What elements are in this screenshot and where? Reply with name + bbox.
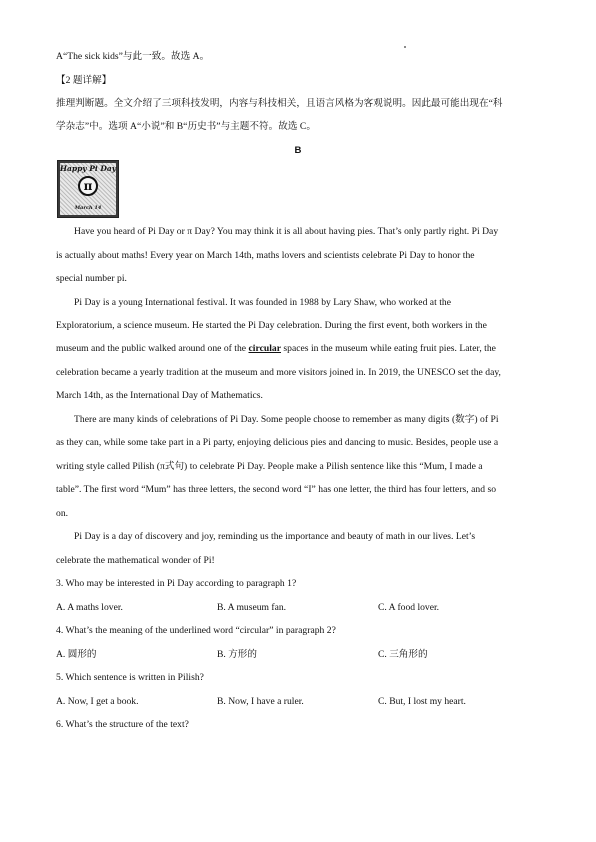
p3-line-4: table”. The first word “Mum” has three letters, the second word “I” has one letter, the third has four letters, and so (56, 484, 497, 495)
passage-label: B (294, 145, 302, 156)
p3-line-2: as they can, while some take part in a Pi party, enjoying delicious pies and dancing to music. Besides, people use a (56, 437, 499, 448)
p4-line-1: Pi Day is a day of discovery and joy, reminding us the importance and beauty of math in our lives. Let’s (74, 531, 476, 542)
badge-top-text: Happy Pi Day (59, 164, 117, 173)
explanation-line-2: 学杂志”中。选项 A“小说”和 B“历史书”与主题不符。故选 C。 (56, 121, 316, 132)
question-5-option-c: C. But, I lost my heart. (378, 696, 466, 707)
p1-line-2: is actually about maths! Every year on March 14th, maths lovers and scientists celebrate Pi Day to honor the (56, 250, 475, 261)
p3-line-3: writing style called Pilish (π式句) to celebrate Pi Day. People make a Pilish sentence like this “Mum, I made a (56, 461, 483, 472)
p4-line-2: celebrate the mathematical wonder of Pi! (56, 555, 215, 566)
pi-day-image (57, 160, 119, 218)
underlined-word: circular (248, 343, 281, 354)
p3-line-5: on. (56, 508, 69, 519)
question-6-stem: 6. What’s the structure of the text? (56, 719, 189, 730)
stray-mark (404, 46, 406, 48)
p2-line-3-start: museum and the public walked around one of the (56, 343, 249, 354)
explanation-line-1: 推理判断题。全文介绍了三项科技发明，内容与科技相关，且语言风格为客观说明。因此最可能出现在“科 (56, 98, 503, 109)
p1-line-1: Have you heard of Pi Day or π Day? You may think it is all about having pies. That’s only partly right. Pi Day (74, 226, 499, 237)
question-3-option-a: A. A maths lover. (56, 602, 123, 613)
p3-line-1: There are many kinds of celebrations of Pi Day. Some people choose to remember as many digits (数字) of Pi (74, 414, 499, 425)
answer-line: A“The sick kids”与此一致。故选 A。 (56, 51, 210, 62)
p2-line-5: March 14th, as the International Day of Mathematics. (56, 390, 263, 401)
question-5-option-b: B. Now, I have a ruler. (217, 696, 304, 707)
question-3-option-c: C. A food lover. (378, 602, 440, 613)
question-3-option-b: B. A museum fan. (217, 602, 287, 613)
question-4-option-b: B. 方形的 (217, 649, 257, 660)
p2-line-3-end: spaces in the museum while eating fruit pies. Later, the (280, 343, 496, 354)
question-4-stem: 4. What’s the meaning of the underlined word “circular” in paragraph 2? (56, 625, 336, 636)
p2-line-1: Pi Day is a young International festival. It was founded in 1988 by Lary Shaw, who worked at the (74, 297, 451, 308)
section-heading: 【2 题详解】 (56, 75, 112, 86)
p2-line-3 (56, 344, 496, 354)
question-3-stem: 3. Who may be interested in Pi Day according to paragraph 1? (56, 578, 297, 589)
p1-line-3: special number pi. (56, 273, 127, 284)
p2-line-2: Exploratorium, a science museum. He started the Pi Day celebration. During the first event, both workers in the (56, 320, 487, 331)
p2-line-4: celebration became a yearly tradition at the museum and more visitors joined in. In 2019, the UNESCO set the day, (56, 367, 501, 378)
badge-bottom-text: March 14 (74, 205, 102, 211)
question-4-option-a: A. 圆形的 (56, 649, 97, 660)
question-5-stem: 5. Which sentence is written in Pilish? (56, 672, 204, 683)
question-4-option-c: C. 三角形的 (378, 649, 428, 660)
question-5-option-a: A. Now, I get a book. (56, 696, 139, 707)
pi-symbol-icon: π (78, 176, 98, 196)
